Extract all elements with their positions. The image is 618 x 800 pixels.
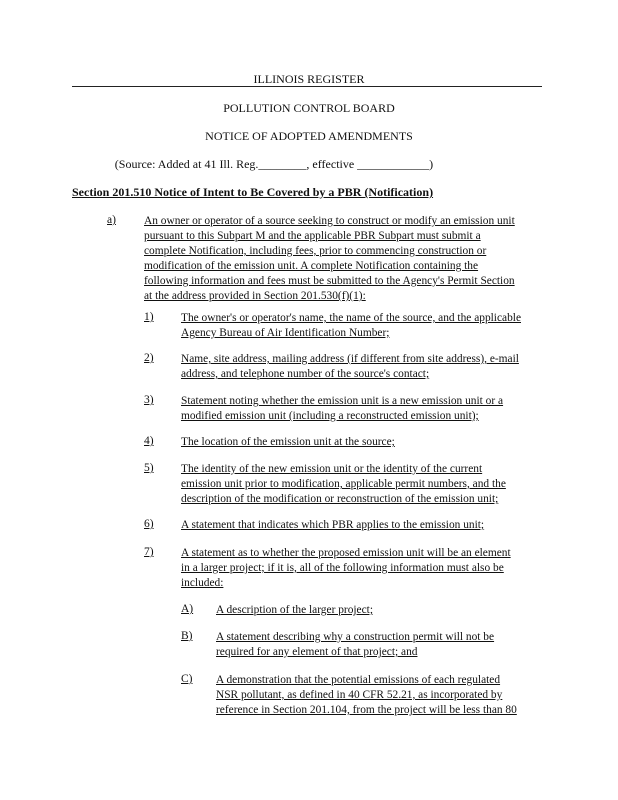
item-line: address, and telephone number of the source's contact; xyxy=(181,368,430,380)
para-a-line: at the address provided in Section 201.530(f)(1): xyxy=(144,290,366,302)
item-line: description of the modification or reconstruction of the emission unit; xyxy=(181,493,499,505)
subitem-line: A description of the larger project; xyxy=(216,604,373,616)
item-line: The owner's or operator's name, the name of the source, and the applicable xyxy=(181,312,521,324)
item-3-label: 3) xyxy=(144,394,154,406)
subitem-b-text xyxy=(216,630,494,660)
item-line: A statement that indicates which PBR applies to the emission unit; xyxy=(181,519,485,531)
subitem-line: A statement describing why a construction permit will not be xyxy=(216,631,495,643)
para-a-line: pursuant to this Subpart M and the applicable PBR Subpart must submit a xyxy=(144,230,481,242)
subitem-c-text xyxy=(216,673,517,718)
section-heading: Section 201.510 Notice of Intent to Be Covered by a PBR (Notification) xyxy=(72,185,434,199)
item-3-text xyxy=(181,394,503,424)
para-a-line: following information and fees must be submitted to the Agency's Permit Section xyxy=(144,275,515,287)
item-7-label: 7) xyxy=(144,546,154,558)
item-5-text xyxy=(181,462,506,507)
subitem-line: required for any element of that project; and xyxy=(216,646,418,658)
para-a-text xyxy=(144,214,515,304)
subitem-line: A demonstration that the potential emissions of each regulated xyxy=(216,674,501,686)
para-a-line: modification of the emission unit. A complete Notification containing the xyxy=(144,260,479,272)
item-line: The location of the emission unit at the source; xyxy=(181,436,395,448)
para-a-line: An owner or operator of a source seeking to construct or modify an emission unit xyxy=(144,215,515,227)
source-note: (Source: Added at 41 Ill. Reg.________, effective ____________) xyxy=(114,157,434,171)
para-a-label: a) xyxy=(107,214,116,226)
subitem-a-label: A) xyxy=(181,603,194,615)
item-1-text xyxy=(181,311,521,341)
item-6-text xyxy=(181,518,484,533)
item-line: Agency Bureau of Air Identification Number; xyxy=(181,327,390,339)
item-2-text xyxy=(181,352,519,382)
item-line: included: xyxy=(181,577,224,589)
header-rule xyxy=(72,86,542,87)
subitem-a-text xyxy=(216,603,373,618)
item-line: Statement noting whether the emission unit is a new emission unit or a xyxy=(181,395,504,407)
board-title: POLLUTION CONTROL BOARD xyxy=(223,101,395,115)
item-line: The identity of the new emission unit or the identity of the current xyxy=(181,463,483,475)
register-title: ILLINOIS REGISTER xyxy=(253,72,365,86)
item-line: Name, site address, mailing address (if different from site address), e-mail xyxy=(181,353,519,365)
item-line: emission unit prior to modification, applicable permit numbers, and the xyxy=(181,478,506,490)
item-2-label: 2) xyxy=(144,352,154,364)
item-1-label: 1) xyxy=(144,311,154,323)
subitem-line: NSR pollutant, as defined in 40 CFR 52.21, as incorporated by xyxy=(216,689,503,701)
item-4-text xyxy=(181,435,395,450)
para-a-line: complete Notification, including fees, prior to commencing construction or xyxy=(144,245,487,257)
subitem-b-label: B) xyxy=(181,630,193,642)
item-4-label: 4) xyxy=(144,435,154,447)
item-7-text xyxy=(181,546,511,591)
item-5-label: 5) xyxy=(144,462,154,474)
item-line: in a larger project; if it is, all of the following information must also be xyxy=(181,562,504,574)
item-line: modified emission unit (including a reconstructed emission unit); xyxy=(181,410,479,422)
item-6-label: 6) xyxy=(144,518,154,530)
subitem-line: reference in Section 201.104, from the project will be less than 80 xyxy=(216,704,517,716)
item-line: A statement as to whether the proposed emission unit will be an element xyxy=(181,547,511,559)
subitem-c-label: C) xyxy=(181,673,193,685)
notice-title: NOTICE OF ADOPTED AMENDMENTS xyxy=(205,129,413,143)
